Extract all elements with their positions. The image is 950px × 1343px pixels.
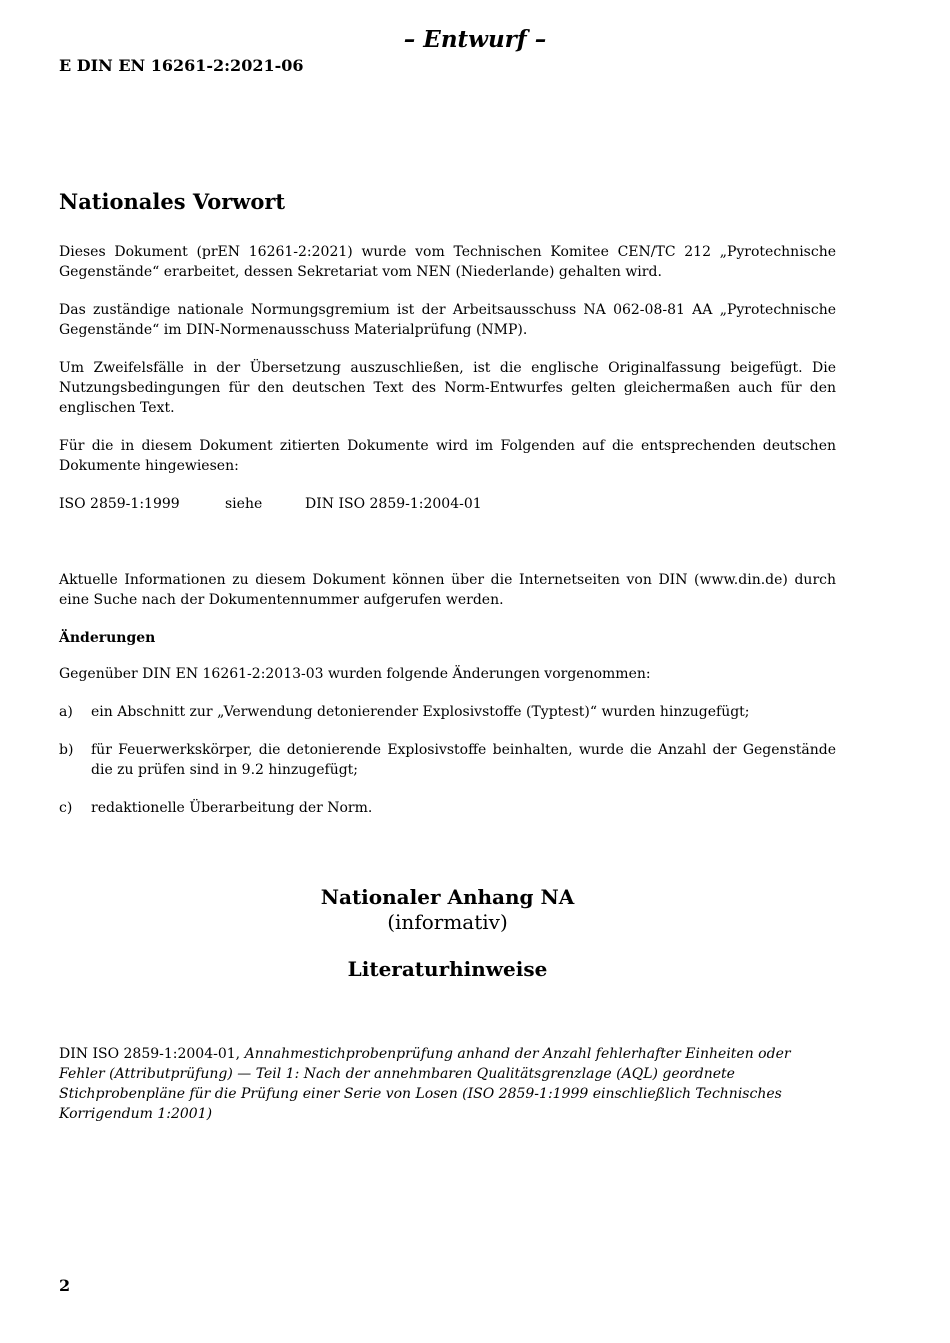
list-marker: b) <box>59 742 74 758</box>
reference-relation: siehe <box>225 496 263 512</box>
list-text: ein Abschnitt zur „Verwendung detonierender Explosivstoffe (Typtest)“ wurden hinzugefügt; <box>91 704 750 720</box>
changes-title: Änderungen <box>59 630 156 646</box>
list-marker: a) <box>59 704 73 720</box>
list-item <box>59 740 836 780</box>
foreword-paragraph-2: Das zuständige nationale Normungsgremium ist der Arbeitsausschuss NA 062-08-81 AA „Pyrotechnische Gegenstände“ im DIN-Normenausschuss Materialprüfung (NMP). <box>59 302 836 338</box>
annex-title: Nationaler Anhang NA <box>320 885 575 909</box>
page-number: 2 <box>59 1276 71 1295</box>
foreword-paragraph-1: Dieses Dokument (prEN 16261-2:2021) wurde vom Technischen Komitee CEN/TC 212 „Pyrotechnische Gegenstände“ erarbeitet, dessen Sekretariat vom NEN (Niederlande) gehalten wird. <box>59 244 836 280</box>
page-content <box>59 188 836 1124</box>
list-text: redaktionelle Überarbeitung der Norm. <box>91 800 373 816</box>
list-text: für Feuerwerkskörper, die detonierende Explosivstoffe beinhalten, wurde die Anzahl der Gegenstände die zu prüfen sind in 9.2 hinzugefügt; <box>91 742 836 778</box>
literature-title: Literaturhinweise <box>347 957 548 981</box>
list-item <box>59 798 836 818</box>
reference-target: DIN ISO 2859-1:2004-01 <box>305 496 482 512</box>
changes-intro: Gegenüber DIN EN 16261-2:2013-03 wurden folgende Änderungen vorgenommen: <box>59 666 651 682</box>
reference-source: ISO 2859-1:1999 <box>59 496 180 512</box>
foreword-title: Nationales Vorwort <box>59 189 286 214</box>
foreword-paragraph-3: Um Zweifelsfälle in der Übersetzung auszuschließen, ist die englische Originalfassung beigefügt. Die Nutzungsbedingungen für den deutschen Text des Norm-Entwurfes gelten gleichermaßen auch für den englischen Text. <box>59 360 836 416</box>
literature-entry-ref: DIN ISO 2859-1:2004-01, <box>59 1046 241 1062</box>
spacer <box>59 532 836 570</box>
info-paragraph: Aktuelle Informationen zu diesem Dokument können über die Internetseiten von DIN (www.din.de) durch eine Suche nach der Dokumentennummer aufgerufen werden. <box>59 572 836 608</box>
literature-entry-title: Annahmestichprobenprüfung anhand der Anzahl fehlerhafter Einheiten oder Fehler (Attributprüfung) — Teil 1: Nach der annehmbaren Qualitätsgrenzlage (AQL) geordnete Stichprobenpläne für die Prüfung einer Serie von Losen (ISO 2859-1:1999 einschließlich Technisches Korrigendum 1:2001) <box>59 1046 791 1122</box>
list-item <box>59 702 836 722</box>
national-annex <box>59 884 836 982</box>
annex-subtitle: (informativ) <box>387 910 508 934</box>
document-id: E DIN EN 16261-2:2021-06 <box>59 56 304 75</box>
list-marker: c) <box>59 800 73 816</box>
literature-entry <box>59 1044 836 1124</box>
reference-row <box>59 494 836 514</box>
foreword-paragraph-4: Für die in diesem Dokument zitierten Dokumente wird im Folgenden auf die entsprechenden deutschen Dokumente hingewiesen: <box>59 438 836 474</box>
draft-label: – Entwurf – <box>403 26 547 53</box>
